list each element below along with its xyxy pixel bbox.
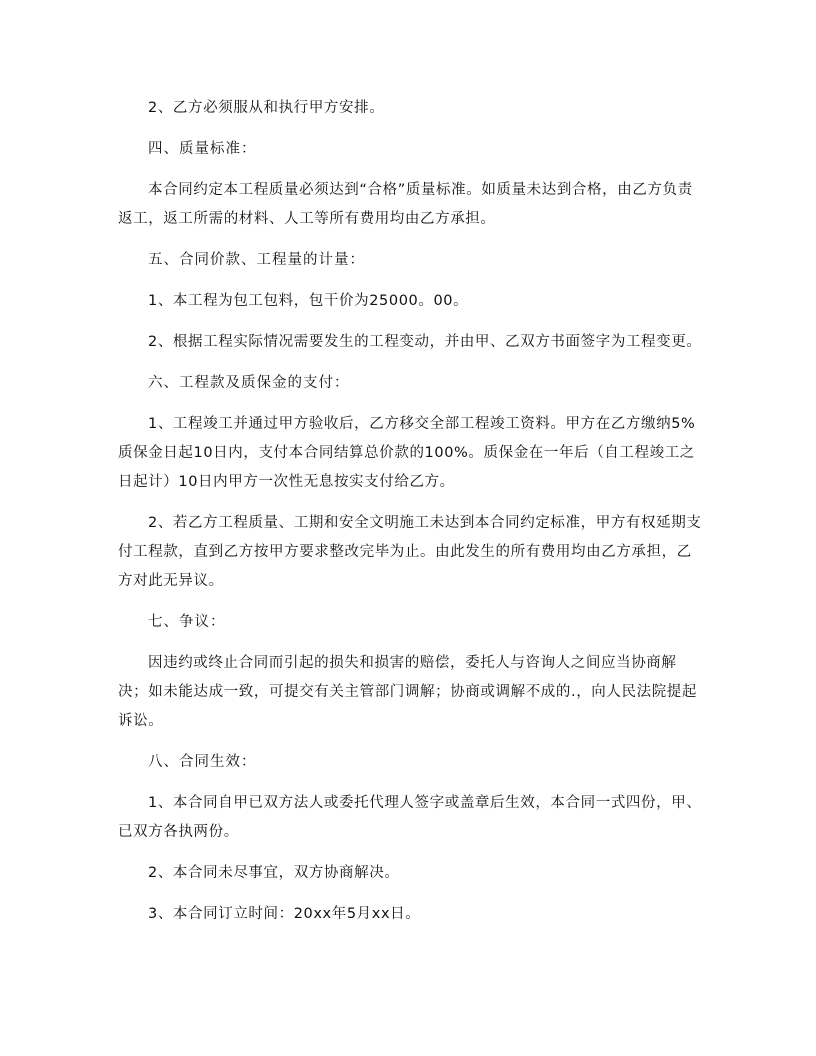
section-heading-payment: 六、工程款及质保金的支付： bbox=[148, 375, 350, 391]
paragraph-price-1: 1、本工程为包工包料，包干价为25000。00。 bbox=[148, 293, 469, 309]
section-heading-quality: 四、质量标准： bbox=[148, 141, 257, 157]
paragraph-price-2: 2、根据工程实际情况需要发生的工程变动，并由甲、乙双方书面签字为工程变更。 bbox=[148, 334, 702, 350]
paragraph-payment-2: 2、若乙方工程质量、工期和安全文明施工未达到本合同约定标准，甲方有权延期支付工程款，直到乙方按甲方要求整改完毕为止。由此发生的所有费用均由乙方承担，乙方对此无异议。 bbox=[118, 515, 702, 589]
paragraph-effect-3: 3、本合同订立时间：20xx年5月xx日。 bbox=[148, 906, 421, 922]
section-heading-price: 五、合同价款、工程量的计量： bbox=[148, 252, 365, 268]
paragraph-payment-1: 1、工程竣工并通过甲方验收后，乙方移交全部工程竣工资料。甲方在乙方缴纳5%质保金日起10日内，支付本合同结算总价款的100%。质保金在一年后（自工程竣工之日起计）10日内甲方一次性无息按实支付给乙方。 bbox=[118, 416, 696, 490]
document-body bbox=[118, 94, 704, 941]
paragraph-item-2-obey: 2、乙方必须服从和执行甲方安排。 bbox=[148, 100, 385, 116]
section-heading-dispute: 七、争议： bbox=[148, 614, 226, 630]
paragraph-effect-2: 2、本合同未尽事宜，双方协商解决。 bbox=[148, 865, 400, 881]
paragraph-dispute: 因违约或终止合同而引起的损失和损害的赔偿，委托人与咨询人之间应当协商解决；如未能达成一致，可提交有关主管部门调解；协商或调解不成的.，向人民法院提起诉讼。 bbox=[118, 655, 698, 729]
section-heading-effect: 八、合同生效： bbox=[148, 754, 257, 770]
paragraph-quality-standard: 本合同约定本工程质量必须达到“合格”质量标准。如质量未达到合格，由乙方负责返工，返工所需的材料、人工等所有费用均由乙方承担。 bbox=[118, 182, 693, 227]
paragraph-effect-1: 1、本合同自甲已双方法人或委托代理人签字或盖章后生效，本合同一式四份，甲、已双方各执两份。 bbox=[118, 795, 702, 840]
